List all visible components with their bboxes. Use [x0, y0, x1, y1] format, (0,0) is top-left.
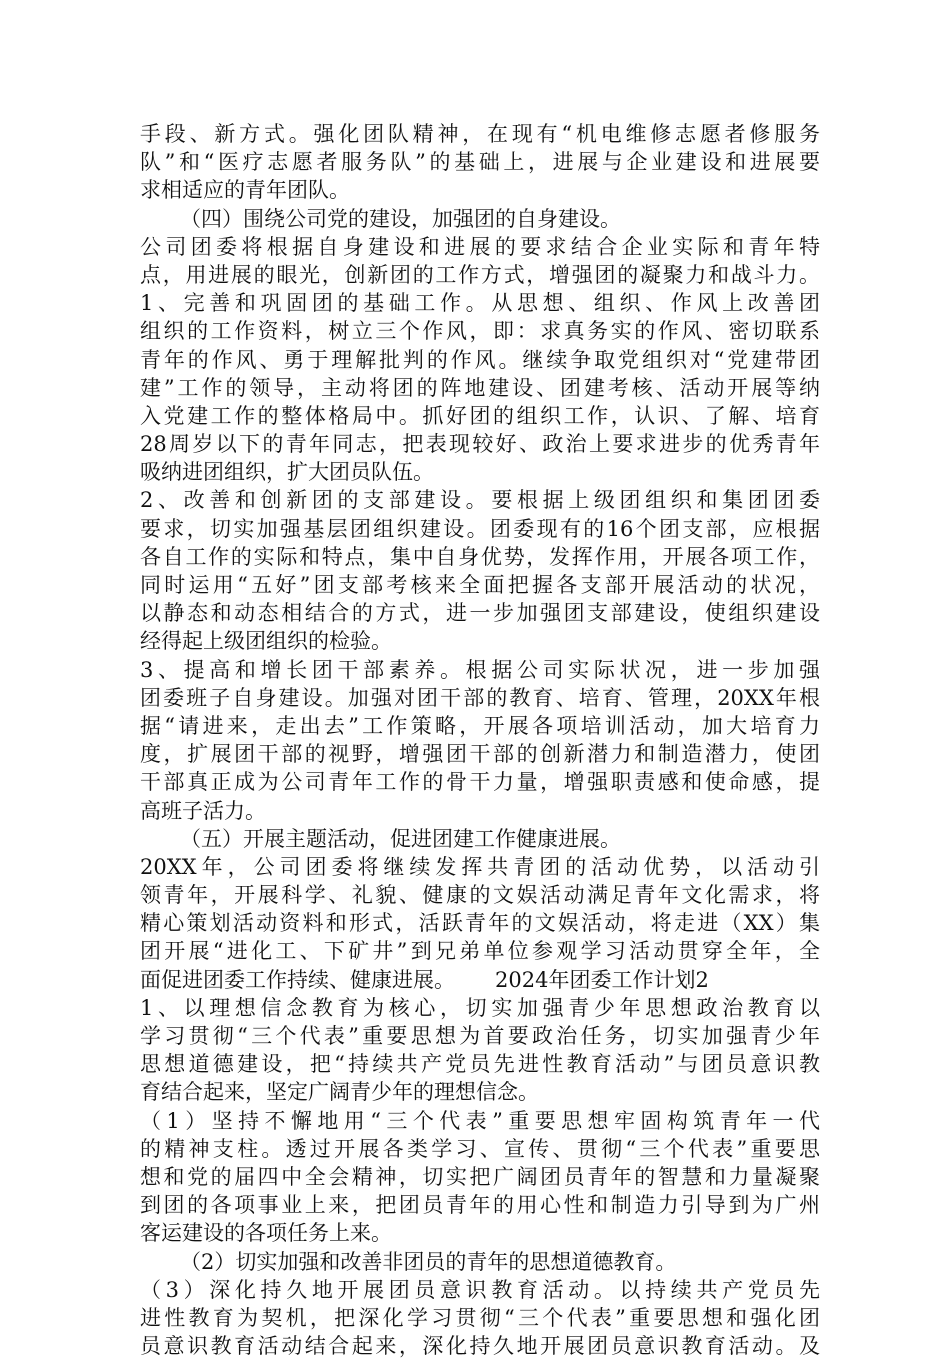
text-line: 进性教育为契机，把深化学习贯彻“三个代表”重要思想和强化团 — [140, 1305, 820, 1330]
text-line: 要求，切实加强基层团组织建设。团委现有的16个团支部，应根据 — [140, 516, 820, 541]
text-line: 28周岁以下的青年同志，把表现较好、政治上要求进步的优秀青年 — [140, 432, 820, 457]
text-line: 吸纳进团组织，扩大团员队伍。 — [140, 460, 434, 485]
text-line: 精心策划活动资料和形式，活跃青年的文娱活动，将走进（XX）集 — [140, 911, 820, 936]
text-line: 队”和“医疗志愿者服务队”的基础上，进展与企业建设和进展要 — [140, 150, 820, 175]
text-line: 组织的工作资料，树立三个作风，即：求真务实的作风、密切联系 — [140, 319, 820, 344]
text-line: （五）开展主题活动，促进团建工作健康进展。 — [140, 826, 622, 851]
text-line: 同时运用“五好”团支部考核来全面把握各支部开展活动的状况， — [140, 573, 820, 597]
text-line: 青年的作风、勇于理解批判的作风。继续争取党组织对“党建带团 — [140, 347, 820, 372]
text-line: （3）深化持久地开展团员意识教育活动。以持续共产党员先 — [140, 1277, 820, 1302]
text-line: （1）坚持不懈地用“三个代表”重要思想牢固构筑青年一代 — [140, 1108, 820, 1133]
text-line: 入党建工作的整体格局中。抓好团的组织工作，认识、了解、培育 — [140, 403, 820, 428]
text-line: 到团的各项事业上来，把团员青年的用心性和制造力引导到为广州 — [140, 1193, 820, 1218]
text-line: 团委班子自身建设。加强对团干部的教育、培育、管理，20XX年根 — [140, 685, 820, 710]
text-line: 的精神支柱。透过开展各类学习、宣传、贯彻“三个代表”重要思 — [140, 1136, 820, 1161]
text-line: 面促进团委工作持续、健康进展。 2024年团委工作计划2 — [140, 967, 709, 992]
text-line: 育结合起来，坚定广阔青少年的理想信念。 — [140, 1080, 539, 1105]
text-line: 点，用进展的眼光，创新团的工作方式，增强团的凝聚力和战斗力。 — [140, 262, 820, 287]
text-line: 客运建设的各项任务上来。 — [140, 1221, 392, 1246]
text-line: 据“请进来，走出去”工作策略，开展各项培训活动，加大培育力 — [140, 713, 820, 738]
text-line: 建”工作的领导，主动将团的阵地建设、团建考核、活动开展等纳 — [140, 375, 820, 400]
text-line: 1、以理想信念教育为核心，切实加强青少年思想政治教育以 — [140, 995, 820, 1020]
text-line: 团开展“进化工、下矿井”到兄弟单位参观学习活动贯穿全年，全 — [140, 939, 820, 964]
text-line: 20XX年，公司团委将继续发挥共青团的活动优势，以活动引 — [140, 854, 820, 879]
text-line: 各自工作的实际和特点，集中自身优势，发挥作用，开展各项工作， — [140, 544, 820, 569]
text-line: （四）围绕公司党的建设，加强团的自身建设。 — [140, 206, 622, 231]
text-line: 3、提高和增长团干部素养。根据公司实际状况，进一步加强 — [140, 657, 820, 682]
text-line: （2）切实加强和改善非团员的青年的思想道德教育。 — [140, 1249, 677, 1274]
text-line: 公司团委将根据自身建设和进展的要求结合企业实际和青年特 — [140, 234, 820, 259]
text-line: 想和党的届四中全会精神，切实把广阔团员青年的智慧和力量凝聚 — [140, 1164, 820, 1189]
text-line: 思想道德建设，把“持续共产党员先进性教育活动”与团员意识教 — [140, 1052, 820, 1077]
text-line: 以静态和动态相结合的方式，进一步加强团支部建设，使组织建设 — [140, 601, 820, 626]
text-line: 干部真正成为公司青年工作的骨干力量，增强职责感和使命感，提 — [140, 770, 820, 795]
text-line: 高班子活力。 — [140, 798, 266, 823]
document-body — [140, 120, 820, 1360]
text-line: 1、完善和巩固团的基础工作。从思想、组织、作风上改善团 — [140, 291, 820, 316]
text-line: 员意识教育活动结合起来，深化持久地开展团员意识教育活动。及 — [140, 1334, 820, 1359]
text-line: 领青年，开展科学、礼貌、健康的文娱活动满足青年文化需求，将 — [140, 883, 820, 908]
text-line: 求相适应的青年团队。 — [140, 178, 350, 203]
text-line: 经得起上级团组织的检验。 — [140, 629, 392, 654]
text-line: 手段、新方式。强化团队精神，在现有“机电维修志愿者修服务 — [140, 122, 820, 146]
text-line: 2、改善和创新团的支部建设。要根据上级团组织和集团团委 — [140, 488, 820, 513]
text-line: 学习贯彻“三个代表”重要思想为首要政治任务，切实加强青少年 — [140, 1024, 820, 1048]
text-line: 度，扩展团干部的视野，增强团干部的创新潜力和制造潜力，使团 — [140, 742, 820, 767]
